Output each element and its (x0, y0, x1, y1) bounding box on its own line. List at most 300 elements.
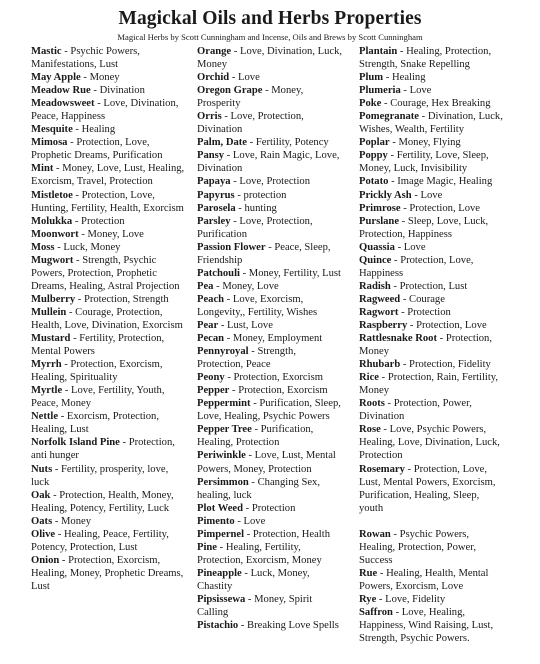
herb-separator: - (384, 398, 394, 410)
herb-separator: - (67, 137, 77, 149)
herb-name: Ragwort (359, 306, 399, 318)
herb-separator: - (262, 85, 272, 97)
herb-name: Peony (197, 372, 225, 384)
herb-entry (197, 423, 343, 449)
herb-name: Pomegranate (359, 111, 420, 123)
herb-name: Moonwort (31, 228, 79, 240)
herb-name: Plot Weed (197, 502, 244, 514)
herb-name: Potato (359, 176, 389, 188)
herb-entry (197, 175, 343, 188)
herb-separator: - (251, 424, 261, 436)
herb-name: Rye (359, 593, 377, 605)
herb-name: Quassia (359, 241, 395, 253)
herb-name: Meadow Rue (31, 85, 91, 97)
herb-entry (359, 567, 505, 593)
herb-separator: - (400, 293, 410, 305)
herb-entry (197, 502, 343, 515)
herb-separator: - (241, 567, 251, 579)
herb-name: Periwinkle (197, 450, 246, 462)
herb-properties: Protection, anti hunger (31, 437, 175, 462)
herb-name: Mullein (31, 306, 67, 318)
herb-name: Mistletoe (31, 189, 73, 201)
herb-entry (197, 202, 343, 215)
herb-separator: - (383, 72, 392, 84)
herb-properties: Fertility, Love, Sleep, Money, Luck, Invisibility (359, 150, 489, 175)
herb-name: Poplar (359, 137, 390, 149)
herb-entry (31, 358, 185, 384)
herb-name: Radish (359, 280, 391, 292)
herb-separator: - (234, 189, 244, 201)
herb-properties: Money, Fertility, Lust (248, 267, 341, 279)
herb-name: Pepper Tree (197, 424, 252, 436)
herb-name: Orange (197, 46, 232, 57)
herb-entry (31, 189, 185, 215)
herb-name: Rose (359, 424, 381, 436)
herb-separator: - (399, 215, 408, 227)
herb-properties: Protection, Fidelity (409, 359, 491, 371)
herb-entry (359, 136, 505, 149)
herb-separator: - (80, 72, 90, 84)
herb-name: Plantain (359, 46, 398, 57)
herb-entry (31, 84, 185, 97)
herb-entry (31, 436, 185, 462)
herb-name: Pineapple (197, 567, 242, 579)
herb-entry (31, 71, 185, 84)
herb-name: Rice (359, 372, 379, 384)
herb-name: Molukka (31, 215, 73, 227)
herb-entry (197, 149, 343, 175)
herb-properties: Love, Healing, Happiness, Wind Raising, Lust, Strength, Psychic Powers. (359, 606, 494, 645)
herb-properties: Protection, Exorcism, Healing, Money, Prophetic Dreams, Lust (31, 554, 184, 592)
herb-entry (31, 136, 185, 162)
herb-separator: - (388, 176, 398, 188)
herb-name: Mugwort (31, 254, 74, 266)
herb-entry (359, 528, 505, 567)
herb-separator: - (248, 476, 258, 488)
herb-properties: Love, Protection, Purification (197, 215, 313, 240)
herb-entry (197, 215, 343, 241)
herb-separator: - (436, 333, 446, 345)
herb-properties: Protection, Exorcism, Healing, Spirituality (31, 359, 163, 384)
herb-separator: - (397, 46, 407, 57)
herb-entry (197, 619, 343, 632)
herb-entry (197, 515, 343, 528)
herb-name: Mustard (31, 333, 71, 345)
herb-properties: Love, Exorcism, Longevity,, Fertility, Wishes (197, 293, 318, 318)
herb-entry (197, 476, 343, 502)
herb-entry (197, 345, 343, 371)
herb-entry (31, 384, 185, 410)
herb-properties: Fertility, prosperity, love, luck (31, 463, 169, 488)
herb-entry (359, 215, 505, 241)
herb-entry (31, 463, 185, 489)
herb-separator: - (218, 319, 228, 331)
herb-properties: Healing, Health, Mental Powers, Exorcism, Love (359, 567, 489, 592)
herb-name: May Apple (31, 72, 81, 84)
herb-name: Peppermint (197, 398, 251, 410)
herb-properties: Protection, Rain, Fertility, Money (359, 372, 499, 397)
herb-separator: - (390, 280, 400, 292)
herb-properties: Protection, Health (252, 528, 330, 540)
herb-properties: Purification, Healing, Protection (197, 424, 314, 449)
herb-properties: Money, Spirit Calling (197, 593, 313, 619)
herb-properties: Protection (81, 215, 125, 227)
herb-properties: Psychic Powers, Manifestations, Lust (31, 46, 140, 71)
herb-name: Poppy (359, 150, 388, 162)
column-spacer (359, 515, 505, 528)
herb-separator: - (231, 46, 240, 57)
herb-name: Palm, Date (197, 137, 248, 149)
herb-name: Rattlesnake Root (359, 333, 437, 345)
herb-separator: - (52, 515, 62, 527)
herb-properties: Healing, Protection, Strength, Snake Repelling (359, 46, 492, 71)
herb-properties: Protection, Power, Divination (359, 398, 472, 423)
herb-separator: - (75, 293, 84, 305)
herb-properties: Breaking Love Spells (247, 620, 339, 632)
herb-properties: Love (420, 189, 443, 201)
herb-entry (359, 175, 505, 188)
herb-name: Patchouli (197, 267, 240, 279)
herb-name: Poke (359, 98, 382, 110)
herb-separator: - (400, 202, 410, 214)
herb-separator: - (391, 254, 401, 266)
herb-name: Oak (31, 489, 51, 501)
herb-properties: Healing, Fertility, Protection, Exorcism, Money (197, 541, 322, 566)
herb-name: Mastic (31, 46, 62, 57)
herb-separator: - (61, 359, 71, 371)
herb-separator: - (50, 489, 60, 501)
herb-entry (359, 397, 505, 423)
herb-separator: - (72, 189, 82, 201)
herb-name: Roots (359, 398, 385, 410)
herb-separator: - (213, 280, 223, 292)
herb-properties: Sleep, Love, Luck, Protection, Happiness (359, 215, 489, 240)
herb-separator: - (265, 241, 275, 253)
herb-name: Oats (31, 515, 53, 527)
column-2 (197, 45, 343, 632)
herb-properties: Healing (81, 124, 116, 136)
herb-name: Orris (197, 111, 222, 123)
herb-properties: Protection, Love, Lust, Mental Powers, Exorcism, Purification, Healing, Sleep, youth (359, 463, 496, 514)
herb-entry (197, 397, 343, 423)
herb-separator: - (52, 463, 62, 475)
herb-entry (359, 71, 505, 84)
herb-separator: - (224, 293, 233, 305)
herb-entry (31, 215, 185, 228)
herb-separator: - (119, 437, 129, 449)
herb-separator: - (221, 111, 231, 123)
herb-separator: - (59, 554, 69, 566)
herb-separator: - (230, 215, 240, 227)
herb-name: Purslane (359, 215, 400, 227)
herb-name: Pistachio (197, 620, 239, 632)
herb-entry (359, 306, 505, 319)
herb-properties: Money, Love (87, 228, 144, 240)
herb-name: Rosemary (359, 463, 405, 475)
herb-name: Primrose (359, 202, 401, 214)
herb-entry (359, 463, 505, 515)
herb-properties: Courage (409, 293, 445, 305)
herb-name: Onion (31, 554, 60, 566)
herb-entry (31, 228, 185, 241)
herb-name: Mimosa (31, 137, 68, 149)
herb-entry (359, 423, 505, 462)
herb-properties: Protection, Love, Hunting, Fertility, Health, Exorcism (31, 189, 184, 214)
herb-entry (359, 293, 505, 306)
herb-properties: Love, Divination, Peace, Happiness (31, 98, 179, 123)
herb-properties: Courage, Protection, Health, Love, Divination, Exorcism (31, 306, 183, 331)
herb-separator: - (234, 515, 244, 527)
herb-name: Pennyroyal (197, 346, 249, 358)
herb-properties: Love, Fertility, Youth, Peace, Money (31, 385, 165, 410)
page-subtitle: Magical Herbs by Scott Cunningham and Incense, Oils and Brews by Scott Cunningham (117, 32, 423, 42)
herb-properties: Love (403, 241, 426, 253)
herb-name: Oregon Grape (197, 85, 263, 97)
column-3 (359, 45, 505, 645)
herb-name: Parsley (197, 215, 231, 227)
herb-entry (197, 332, 343, 345)
herb-name: Ragweed (359, 293, 401, 305)
herb-properties: Love, Protection, Divination (197, 111, 304, 136)
herb-name: Quince (359, 254, 392, 266)
herb-name: Norfolk Island Pine (31, 437, 120, 449)
herb-properties: Protection, Love (416, 319, 487, 331)
herb-entry (197, 293, 343, 319)
herb-entry (197, 567, 343, 593)
herb-separator: - (72, 124, 82, 136)
herb-name: Rhubarb (359, 359, 401, 371)
herb-properties: Lust, Love (227, 319, 273, 331)
herb-properties: Money, Love (222, 280, 279, 292)
herb-entry (31, 293, 185, 306)
herb-separator: - (394, 241, 404, 253)
herb-properties: Money, Employment (232, 333, 323, 345)
herb-name: Mulberry (31, 293, 76, 305)
herb-name: Pipsissewa (197, 593, 246, 605)
herb-entry (31, 45, 185, 71)
herb-separator: - (70, 333, 80, 345)
page-title: Magickal Oils and Herbs Properties (118, 8, 422, 29)
herb-properties: Luck, Money (63, 241, 121, 253)
herb-entry (31, 97, 185, 123)
herb-separator: - (229, 72, 239, 84)
herb-properties: Protection, Money (359, 333, 493, 358)
herb-properties: Money (89, 72, 120, 84)
herb-properties: Peace, Sleep, Friendship (197, 241, 331, 266)
herb-separator: - (55, 528, 64, 540)
herb-name: Pimpernel (197, 528, 245, 540)
herb-entry (359, 202, 505, 215)
herb-entry (197, 541, 343, 567)
herb-entry (197, 110, 343, 136)
herb-name: Raspberry (359, 319, 408, 331)
herb-properties: Love (238, 72, 260, 84)
herb-entry (359, 110, 505, 136)
herb-name: Pine (197, 541, 218, 553)
herb-entry (197, 528, 343, 541)
herb-entry (197, 136, 343, 149)
herb-properties: Love, Rain Magic, Love, Divination (197, 150, 340, 175)
herb-separator: - (235, 202, 245, 214)
herb-separator: - (72, 215, 82, 227)
herb-properties: protection (243, 189, 287, 201)
herb-separator: - (62, 385, 71, 397)
herb-entry (197, 71, 343, 84)
herb-properties: hunting (244, 202, 277, 214)
herb-entry (359, 280, 505, 293)
herb-name: Passion Flower (197, 241, 266, 253)
herb-name: Rowan (359, 528, 391, 540)
herb-properties: Courage, Hex Breaking (390, 98, 491, 110)
herb-separator: - (245, 593, 255, 605)
herb-name: Peach (197, 293, 225, 305)
herb-properties: Image Magic, Healing (397, 176, 493, 188)
herb-name: Papyrus (197, 189, 235, 201)
herb-entry (359, 332, 505, 358)
herb-name: Mesquite (31, 124, 73, 136)
herb-separator: - (379, 372, 388, 384)
herb-separator: - (94, 98, 104, 110)
herb-properties: Money (61, 515, 92, 527)
herb-name: Pepper (197, 385, 230, 397)
herb-name: Saffron (359, 606, 393, 618)
herb-separator: - (245, 450, 255, 462)
herb-entry (359, 319, 505, 332)
herb-properties: Fertility, Protection, Mental Powers (31, 333, 165, 358)
herb-separator: - (239, 267, 249, 279)
herb-separator: - (90, 85, 100, 97)
herb-properties: Healing (391, 72, 426, 84)
herb-entry (197, 449, 343, 475)
herb-entry (197, 280, 343, 293)
herb-separator: - (419, 111, 428, 123)
herb-entry (197, 45, 343, 71)
herb-name: Orchid (197, 72, 230, 84)
herb-entry (359, 45, 505, 71)
herb-properties: Protection, Lust (399, 280, 468, 292)
herb-properties: Divination, Luck, Wishes, Wealth, Fertility (359, 111, 503, 136)
herb-entry (31, 241, 185, 254)
herb-name: Myrtle (31, 385, 63, 397)
herb-separator: - (73, 254, 83, 266)
herb-properties: Luck, Money, Chastity (197, 567, 310, 592)
herb-separator: - (400, 359, 410, 371)
herb-separator: - (61, 46, 71, 57)
herb-entry (31, 306, 185, 332)
herb-separator: - (244, 528, 253, 540)
herb-properties: Love, Psychic Powers, Healing, Love, Divination, Luck, Protection (359, 424, 500, 462)
herb-properties: Changing Sex, healing, luck (197, 476, 320, 501)
herb-entry (359, 254, 505, 280)
herb-entry (31, 515, 185, 528)
herb-properties: Love, Fidelity (385, 593, 446, 605)
herb-entry (197, 371, 343, 384)
herb-properties: Healing, Peace, Fertility, Potency, Protection, Lust (31, 528, 169, 553)
herb-entry (197, 319, 343, 332)
herb-name: Pecan (197, 333, 225, 345)
herb-separator: - (404, 463, 414, 475)
herb-name: Prickly Ash (359, 189, 412, 201)
herb-properties: Money, Flying (398, 137, 461, 149)
herb-properties: Exorcism, Protection, Healing, Lust (31, 411, 159, 436)
herb-entry (31, 123, 185, 136)
herb-name: Pea (197, 280, 214, 292)
herb-name: Meadowsweet (31, 98, 95, 110)
herb-name: Plumeria (359, 85, 401, 97)
herb-separator: - (224, 150, 233, 162)
herb-properties: Psychic Powers, Healing, Protection, Power, Success (359, 528, 476, 566)
herb-name: Olive (31, 528, 56, 540)
herb-entry (359, 606, 505, 645)
herb-separator: - (224, 333, 233, 345)
herb-entry (359, 97, 505, 110)
herb-entry (359, 371, 505, 397)
column-1 (31, 45, 185, 593)
herb-properties: Strength, Psychic Powers, Protection, Prophetic Dreams, Healing, Astral Projection (31, 254, 180, 292)
herb-properties: Protection, Love (409, 202, 481, 214)
herb-entry (197, 267, 343, 280)
herb-name: Moss (31, 241, 55, 253)
herb-entry (31, 554, 185, 593)
herb-separator: - (248, 346, 258, 358)
herb-properties: Love, Divination, Luck, Money (197, 46, 343, 71)
herb-separator: - (54, 241, 64, 253)
herb-separator: - (389, 137, 399, 149)
herb-entry (197, 593, 343, 619)
herb-properties: Protection, Strength (83, 293, 169, 305)
herb-entry (31, 410, 185, 436)
herb-properties: Protection (407, 306, 451, 318)
herb-properties: Protection, Exorcism (238, 385, 328, 397)
herb-entry (359, 593, 505, 606)
herb-separator: - (387, 150, 397, 162)
herb-entry (359, 189, 505, 202)
herb-entry (197, 189, 343, 202)
herb-separator: - (376, 593, 386, 605)
herb-name: Myrrh (31, 359, 62, 371)
herb-entry (359, 149, 505, 175)
herb-separator: - (381, 98, 391, 110)
herb-separator: - (411, 189, 421, 201)
herb-entry (31, 528, 185, 554)
herb-separator: - (238, 620, 248, 632)
herb-separator: - (407, 319, 417, 331)
herb-separator: - (224, 372, 234, 384)
herb-separator: - (398, 306, 408, 318)
herb-properties: Money, Prosperity (197, 85, 304, 110)
herb-properties: Divination (99, 85, 145, 97)
herb-separator: - (217, 541, 226, 553)
herb-entry (359, 358, 505, 371)
herb-separator: - (400, 85, 410, 97)
herb-properties: Love, Lust, Mental Powers, Money, Protection (197, 450, 336, 475)
herb-name: Nuts (31, 463, 53, 475)
herb-separator: - (377, 567, 387, 579)
herb-properties: Protection, Exorcism (233, 372, 323, 384)
herb-separator: - (58, 411, 67, 423)
herb-properties: Money, Love, Lust, Healing, Exorcism, Travel, Protection (31, 163, 185, 188)
herb-separator: - (247, 137, 256, 149)
herb-entry (359, 84, 505, 97)
herb-separator: - (392, 606, 402, 618)
herb-properties: Protection, Love, Happiness (359, 254, 474, 279)
herb-entry (197, 384, 343, 397)
herb-separator: - (229, 385, 239, 397)
herb-properties: Love, Protection (239, 176, 310, 188)
herb-entry (31, 332, 185, 358)
herb-name: Pansy (197, 150, 225, 162)
herb-separator: - (250, 398, 260, 410)
